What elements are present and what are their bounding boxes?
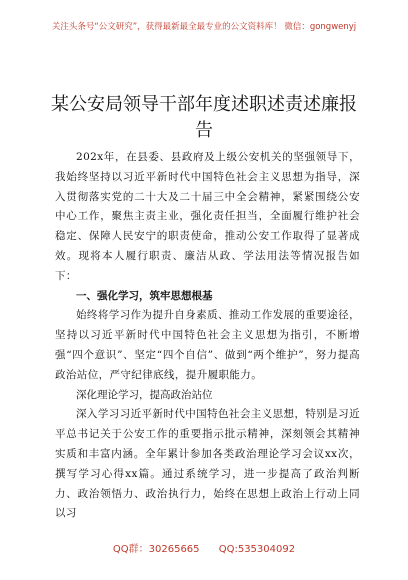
subsection-paragraph: 深入学习习近平新时代中国特色社会主义思想，特别是习近平总书记关于公安工作的重要指示批示精神，深刻领会其精神实质和丰富内涵。全年累计参加各类政治理论学习会议xx次，撰写学习心得xx篇。通过系统学习，进一步提高了政治判断力、政治领悟力、政治执行力，始终在思想上政治上行动上同以习: [55, 408, 360, 520]
subsection-heading: 深化理论学习，提高政治站位: [76, 388, 213, 401]
section-1-paragraph: 始终将学习作为提升自身素质、推动工作发展的重要途径，坚持以习近平新时代中国特色社会主义思想为指引，不断增强“四个意识”、坚定“四个自信”、做到“两个维护”，努力提高政治站位，严守纪律底线，提升履职能力。: [55, 309, 360, 381]
section-heading-1: 一、强化学习，筑牢思想根基: [76, 289, 213, 302]
document-title: 某公安局领导干部年度述职述责述廉报告: [51, 94, 357, 142]
document-body: [55, 148, 360, 524]
intro-paragraph: 202x年，在县委、县政府及上级公安机关的坚强领导下，我始终坚持以习近平新时代中国特色社会主义思想为指导，深入贯彻落实党的二十大及二十届三中全会精神，紧紧围绕公安中心工作，聚焦主责主业，强化责任担当，全面履行维护社会稳定、保障人民安宁的职责使命，推动公安工作取得了显著成效。现将本人履行职责、廉洁从政、学法用法等情况报告如下：: [55, 151, 360, 282]
footer-contact: [0, 540, 408, 555]
footer-qq-group: QQ群：30265665: [112, 544, 200, 555]
header-promo-banner: 关注头条号“公文研究”，获得最新最全最专业的公文资料库！ 微信：gongwenyj: [51, 22, 357, 32]
footer-qq: QQ:535304092: [218, 544, 296, 555]
